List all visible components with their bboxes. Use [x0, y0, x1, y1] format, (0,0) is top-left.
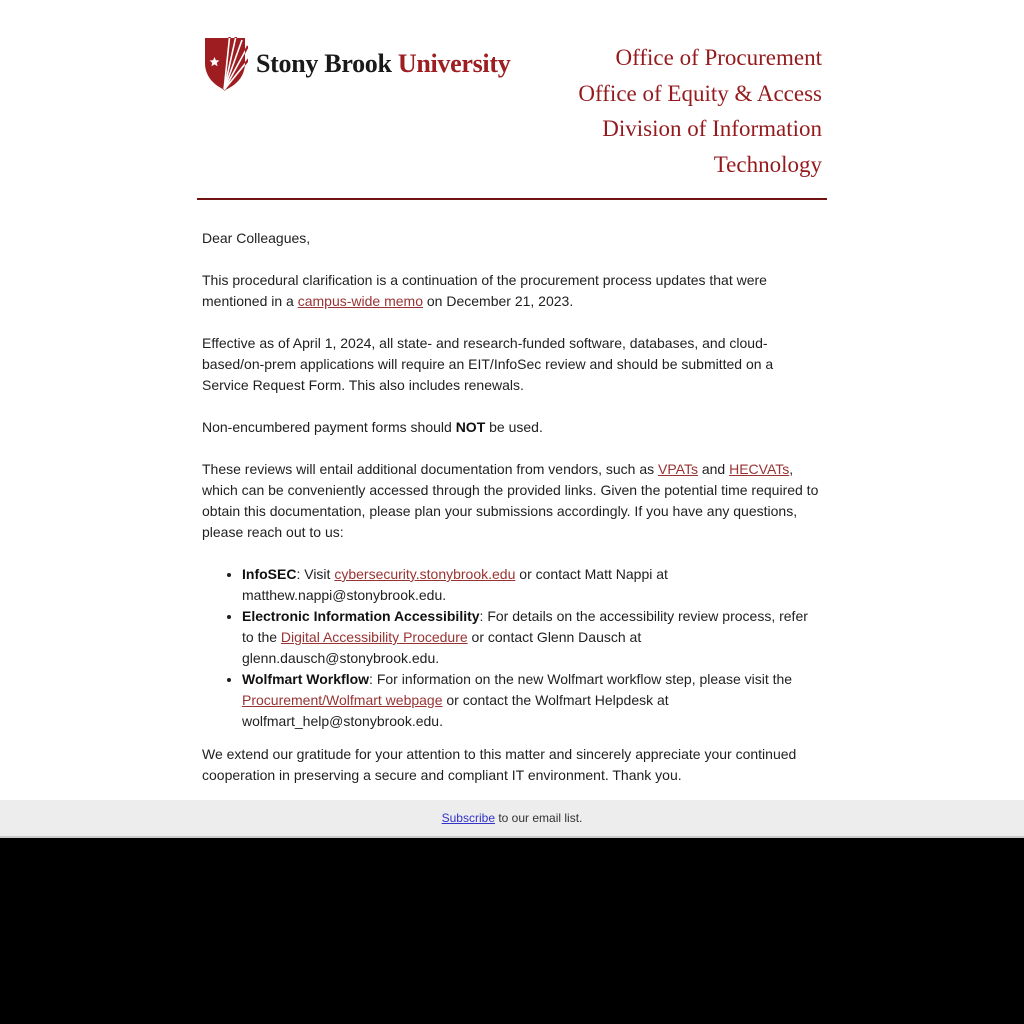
- cybersecurity-link[interactable]: cybersecurity.stonybrook.edu: [334, 566, 516, 582]
- text-segment: Effective as of April 1, 2024, all state- and research-funded software, databases, and cloud-based/on-prem applications will require an EIT/InfoSec review and should be submitted on a Service Request Form. This also includes renewals.: [202, 335, 774, 393]
- logo-text-red: University: [397, 49, 511, 78]
- footer-bar: [0, 800, 1024, 838]
- text-segment: or contact Matt Nappi at matthew.nappi@stonybrook.edu.: [242, 566, 668, 603]
- paragraph-closing: [202, 744, 822, 786]
- procurement-wolfmart-webpage-link[interactable]: Procurement/Wolfmart webpage: [242, 692, 443, 708]
- text-segment: : For details on the accessibility review process, refer to the: [242, 608, 808, 645]
- contact-list: [202, 564, 822, 732]
- office-titles: [510, 40, 822, 182]
- campus-wide-memo-link[interactable]: campus-wide memo: [297, 293, 423, 309]
- office-title-doit: Division of Information Technology: [602, 116, 822, 177]
- list-item-infosec: [242, 564, 822, 606]
- subscribe-link[interactable]: Subscribe: [441, 811, 495, 825]
- email-content: [197, 200, 827, 786]
- office-title-equity-access: Office of Equity & Access: [578, 80, 822, 106]
- subscribe-line: [442, 811, 583, 825]
- paragraph-effective-date: [202, 333, 822, 396]
- text-segment: on December 21, 2023.: [423, 293, 574, 309]
- bold-text: Wolfmart Workflow: [242, 671, 370, 687]
- office-title-procurement: Office of Procurement: [615, 45, 822, 70]
- email-column: [197, 0, 827, 786]
- text-segment: : Visit: [296, 566, 335, 582]
- text-segment: or contact the Wolfmart Helpdesk at wolfmart_help@stonybrook.edu.: [242, 692, 669, 729]
- text-segment: Non-encumbered payment forms should: [202, 419, 456, 435]
- text-segment: or contact Glenn Dausch at glenn.dausch@stonybrook.edu.: [242, 629, 642, 666]
- paragraph-payment-forms: [202, 417, 822, 438]
- email-header: [197, 36, 827, 200]
- paragraph-memo: [202, 270, 822, 312]
- logo-wordmark: [256, 37, 510, 90]
- text-segment: : For information on the new Wolfmart workflow step, please visit the: [369, 671, 793, 687]
- bold-text: Electronic Information Accessibility: [242, 608, 480, 624]
- list-item-wolfmart: [242, 669, 822, 732]
- digital-accessibility-procedure-link[interactable]: Digital Accessibility Procedure: [280, 629, 468, 645]
- bold-text: NOT: [455, 419, 486, 435]
- text-segment: This procedural clarification is a continuation of the procurement process updates that were mentioned in a: [202, 272, 767, 309]
- vpats-link[interactable]: VPATs: [658, 461, 698, 477]
- text-segment: , which can be conveniently accessed through the provided links. Given the potential time required to obtain this documentation, please plan your submissions accordingly. If you have any questions, please reach out to us:: [202, 461, 819, 540]
- list-item-accessibility: [242, 606, 822, 669]
- text-segment: be used.: [485, 419, 543, 435]
- shield-logo-icon: [202, 37, 248, 91]
- hecvats-link[interactable]: HECVATs: [729, 461, 790, 477]
- bold-text: InfoSEC: [242, 566, 297, 582]
- stony-brook-logo: [202, 37, 510, 91]
- logo-text-black: Stony Brook: [256, 49, 392, 78]
- text-segment: These reviews will entail additional documentation from vendors, such as: [202, 461, 659, 477]
- text-segment: and: [697, 461, 730, 477]
- salutation: Dear Colleagues,: [202, 230, 311, 246]
- text-segment: We extend our gratitude for your attention to this matter and sincerely appreciate your continued cooperation in preserving a secure and compliant IT environment. Thank you.: [202, 746, 797, 783]
- paragraph-reviews: [202, 459, 822, 543]
- text-segment: to our email list.: [495, 811, 583, 825]
